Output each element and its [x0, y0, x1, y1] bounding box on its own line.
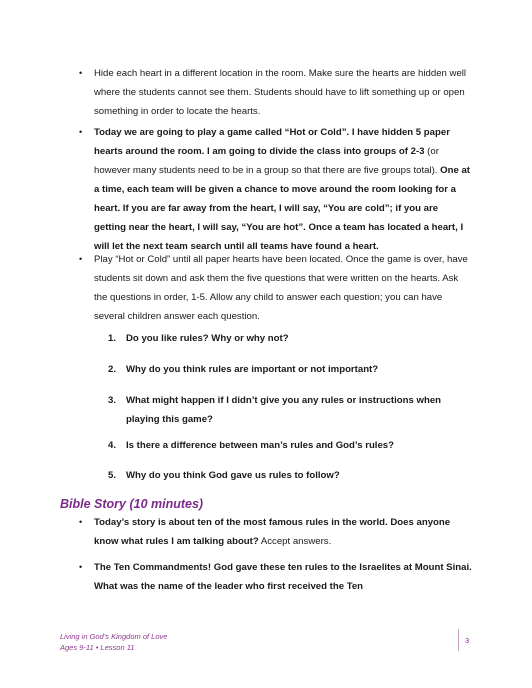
question-number: 3.: [108, 395, 117, 406]
bold-text-run: Today we are going to play a game called “Hot or Cold”. I have hidden 5 paper hearts around the room. I am going to divide the class into groups of 2-3: [94, 127, 450, 157]
bold-text-run: Today’s story is about ten of the most famous rules in the world. Does anyone know what rules I am talking about?: [94, 517, 451, 547]
footer-divider: [458, 629, 459, 651]
text-run: Hide each heart in a different location in the room. Make sure the hearts are hidden well where the students cannot see them. Students should have to lift something up or open something in order to locate the hearts.: [94, 68, 467, 117]
bullet-paragraph-todays-story: [94, 513, 472, 551]
question-1: Do you like rules? Why or why not?: [126, 333, 289, 344]
bold-text-run: The Ten Commandments! God gave these ten rules to the Israelites at Mount Sinai. What was the name of the leader who first received the Ten: [94, 562, 472, 592]
bullet-paragraph-hot-or-cold: [94, 123, 472, 256]
section-heading: Bible Story (10 minutes): [60, 497, 204, 511]
footer-subtitle: Ages 9-11 • Lesson 11: [60, 643, 135, 652]
bold-text-run: One at a time, each team will be given a chance to move around the room looking for a heart. If you are far away from the heart, I will say, “You are cold”; if you are getting near the heart, I will say, “You are hot”. Once a team has located a heart, I will let the next team search until all teams have found a heart.: [94, 165, 470, 252]
text-run: Play “Hot or Cold” until all paper hearts have been located. Once the game is over, have students sit down and ask them the five questions that were written on the hearts. Ask the questions in order, 1-5. Allow any child to answer each question; you can have several children answer each question.: [94, 254, 468, 322]
question-number: 4.: [108, 440, 117, 451]
question-3: What might happen if I didn’t give you any rules or instructions when playing this game?: [126, 395, 442, 425]
footer-title: Living in God’s Kingdom of Love: [60, 632, 168, 641]
question-number: 1.: [108, 333, 117, 344]
question-number: 2.: [108, 364, 117, 375]
bullet-marker: •: [79, 517, 83, 527]
bullet-paragraph-ten-commandments: [94, 558, 472, 596]
text-run: (or however many students need to be in a group so that there are five groups total).: [94, 146, 441, 176]
bullet-marker: •: [79, 562, 83, 572]
bullet-marker: •: [79, 68, 83, 78]
bullet-marker: •: [79, 127, 83, 137]
question-4: Is there a difference between man’s rules and God’s rules?: [126, 440, 394, 451]
bullet-paragraph-hide-hearts: [94, 64, 472, 121]
question-number: 5.: [108, 470, 117, 481]
question-2: Why do you think rules are important or not important?: [126, 364, 379, 375]
text-run: Accept answers.: [258, 536, 332, 547]
bullet-paragraph-play-game: [94, 250, 472, 326]
question-5: Why do you think God gave us rules to follow?: [126, 470, 340, 481]
page-number: 3: [465, 636, 470, 645]
bullet-marker: •: [79, 254, 83, 264]
